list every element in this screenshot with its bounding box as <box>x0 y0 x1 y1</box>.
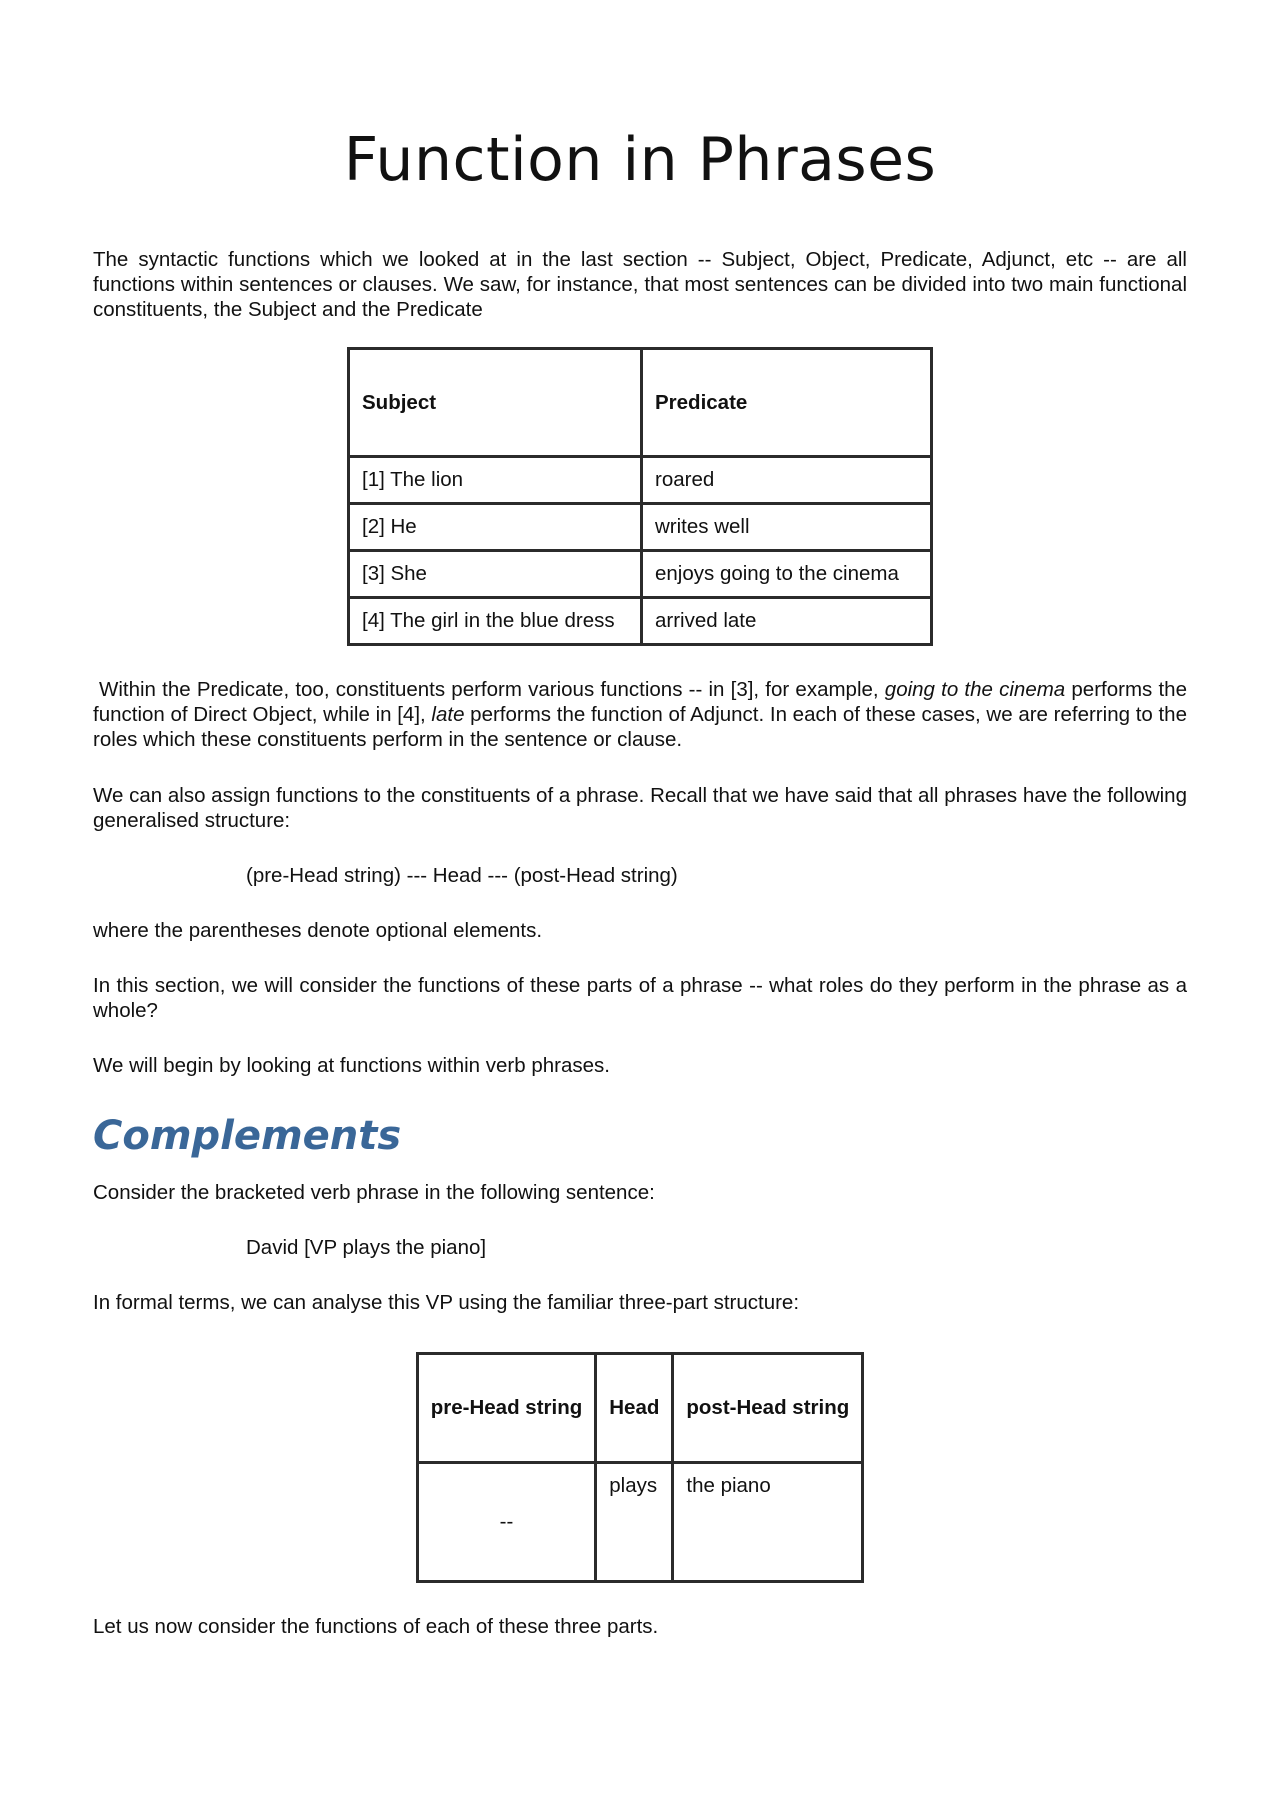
within-emphasis-2: late <box>431 703 465 726</box>
within-text-3: performs the function of Adjunct. In each of these cases, we are referring to the roles which these constituents perform in the sentence or clause. <box>93 703 1187 751</box>
header-head: Head <box>596 1354 673 1463</box>
consider-paragraph: Consider the bracketed verb phrase in the following sentence: <box>93 1181 655 1204</box>
this-section-paragraph: In this section, we will consider the functions of these parts of a phrase -- what roles do they perform in the phrase as a whole? <box>93 974 1187 1022</box>
page-title: Function in Phrases <box>343 125 937 195</box>
within-text-2: performs the function of Direct Object, while in [4], <box>93 678 1187 726</box>
table-row <box>417 1463 863 1582</box>
header-predicate: Predicate <box>642 349 932 457</box>
post-head-cell: the piano <box>673 1463 863 1582</box>
structure-example: (pre-Head string) --- Head --- (post-Head string) <box>246 864 678 887</box>
intro-paragraph: The syntactic functions which we looked at in the last section -- Subject, Object, Predicate, Adjunct, etc -- are all functions within sentences or clauses. We saw, for instance, that most sentences can be divided into two main functional constituents, the Subject and the Predicate <box>93 248 1187 321</box>
table-row <box>349 551 932 598</box>
predicate-cell: writes well <box>642 504 932 551</box>
header-subject: Subject <box>349 349 642 457</box>
let-us-paragraph: Let us now consider the functions of each of these three parts. <box>93 1615 659 1638</box>
begin-paragraph: We will begin by looking at functions within verb phrases. <box>93 1054 610 1077</box>
subject-cell: [4] The girl in the blue dress <box>349 598 642 645</box>
header-pre-head: pre-Head string <box>417 1354 596 1463</box>
head-cell: plays <box>596 1463 673 1582</box>
formal-paragraph: In formal terms, we can analyse this VP using the familiar three-part structure: <box>93 1291 800 1314</box>
document-page <box>93 0 1187 1639</box>
within-text-1: Within the Predicate, too, constituents perform various functions -- in [3], for example, <box>99 678 885 701</box>
predicate-cell: enjoys going to the cinema <box>642 551 932 598</box>
table-header-row <box>349 349 932 457</box>
subject-cell: [2] He <box>349 504 642 551</box>
predicate-cell: roared <box>642 457 932 504</box>
table-row <box>349 457 932 504</box>
header-post-head: post-Head string <box>673 1354 863 1463</box>
vp-structure-table <box>416 1352 865 1583</box>
table-header-row <box>417 1354 863 1463</box>
subject-cell: [1] The lion <box>349 457 642 504</box>
parentheses-paragraph: where the parentheses denote optional elements. <box>93 919 543 942</box>
within-predicate-paragraph <box>93 677 1187 752</box>
table-row <box>349 504 932 551</box>
vp-example: David [VP plays the piano] <box>246 1236 487 1259</box>
predicate-cell: arrived late <box>642 598 932 645</box>
assign-paragraph: We can also assign functions to the constituents of a phrase. Recall that we have said that all phrases have the following generalised structure: <box>93 784 1187 832</box>
pre-head-cell: -- <box>417 1463 596 1582</box>
subject-cell: [3] She <box>349 551 642 598</box>
table-row <box>349 598 932 645</box>
within-emphasis-1: going to the cinema <box>884 678 1066 701</box>
subject-predicate-table <box>347 347 933 646</box>
complements-heading: Complements <box>93 1113 402 1159</box>
